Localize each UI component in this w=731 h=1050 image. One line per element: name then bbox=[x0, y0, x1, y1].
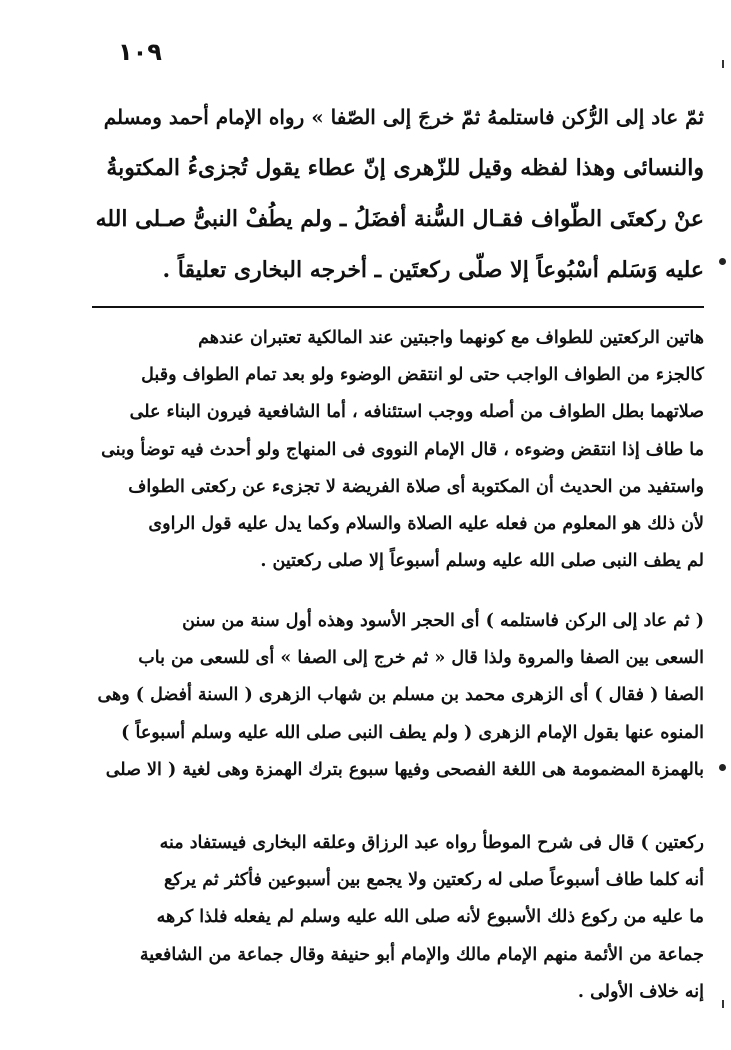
commentary-line: لم يطف النبى صلى الله عليه وسلم أسبوعاً إلا صلى ركعتين . bbox=[260, 551, 704, 572]
commentary-line: بالهمزة المضمومة هى اللغة الفصحى وفيها سبوع بترك الهمزة وهى لغية ( الا صلى bbox=[105, 759, 704, 780]
commentary-line: ما طاف إذا انتقض وضوءه ، قال الإمام النووى فى المنهاج ولو أحدث فيه توضأ وبنى bbox=[101, 439, 704, 460]
commentary-line: ( ثم عاد إلى الركن فاستلمه ) أى الحجر الأسود وهذه أول سنة من سنن bbox=[182, 611, 704, 631]
commentary-line: هاتين الركعتين للطواف مع كونهما واجبتين عند المالكية تعتبران عندهم bbox=[198, 328, 704, 348]
edge-mark bbox=[722, 1000, 724, 1008]
hadith-line: والنسائى وهذا لفظه وقيل للزّهرى إنّ عطاء يقول تُجزىءُ المكتوبةُ bbox=[106, 155, 704, 181]
commentary-paragraph-3 bbox=[92, 825, 704, 1011]
hadith-line: عنْ ركعتَى الطّواف فقـال السُّنة أفضَلُ ـ ولم يطُفْ النبىُّ صـلى الله bbox=[95, 206, 704, 232]
edge-mark bbox=[722, 60, 724, 68]
page-number: ١٠٩ bbox=[118, 38, 162, 66]
commentary-paragraph-1 bbox=[92, 320, 704, 580]
commentary-line: ركعتين ) قال فى شرح الموطأ رواه عبد الرزاق وعلقه البخارى فيستفاد منه bbox=[159, 833, 704, 853]
hadith-line: ثمّ عاد إلى الرُّكن فاستلمهُ ثمّ خرجَ إلى الصّفا » رواه الإمام أحمد ومسلم bbox=[103, 105, 704, 129]
commentary-line: السعى بين الصفا والمروة ولذا قال « ثم خرج إلى الصفا » أى للسعى من باب bbox=[138, 648, 704, 669]
commentary-line: أنه كلما طاف أسبوعاً صلى له ركعتين ولا يجمع بين أسبوعين فأكثر ثم يركع bbox=[163, 870, 704, 891]
commentary-line: لأن ذلك هو المعلوم من فعله عليه الصلاة والسلام وكما يدل عليه قول الراوى bbox=[148, 514, 704, 535]
margin-dot bbox=[719, 764, 726, 771]
commentary-line: الصفا ( فقال ) أى الزهرى محمد بن مسلم بن شهاب الزهرى ( السنة أفضل ) وهى bbox=[97, 685, 704, 706]
section-divider bbox=[92, 306, 704, 308]
hadith-line: عليه وَسَلم أسْبُوعاً إلا صلّى ركعتَين ـ أخرجه البخارى تعليقاً . bbox=[162, 257, 704, 283]
hadith-text bbox=[92, 92, 704, 296]
commentary-line: ما عليه من ركوع ذلك الأسبوع لأنه صلى الله عليه وسلم لم يفعله فلذا كرهه bbox=[156, 907, 704, 928]
margin-dot bbox=[719, 258, 726, 265]
commentary-paragraph-2 bbox=[92, 603, 704, 789]
commentary-line: واستفيد من الحديث أن المكتوبة أى صلاة الفريضة لا تجزىء عن ركعتى الطواف bbox=[128, 476, 704, 497]
commentary-line: كالجزء من الطواف الواجب حتى لو انتقض الوضوء ولو بعد تمام الطواف وقبل bbox=[141, 365, 704, 386]
commentary-line: صلاتهما بطل الطواف من أصله ووجب استئنافه ، أما الشافعية فيرون البناء على bbox=[129, 402, 704, 423]
commentary-line: المنوه عنها بقول الإمام الزهرى ( ولم يطف النبى صلى الله عليه وسلم أسبوعاً ) bbox=[121, 722, 704, 743]
commentary-line: جماعة من الأئمة منهم الإمام مالك والإمام أبو حنيفة وقال جماعة من الشافعية bbox=[139, 944, 704, 965]
commentary-line: إنه خلاف الأولى . bbox=[577, 981, 704, 1002]
